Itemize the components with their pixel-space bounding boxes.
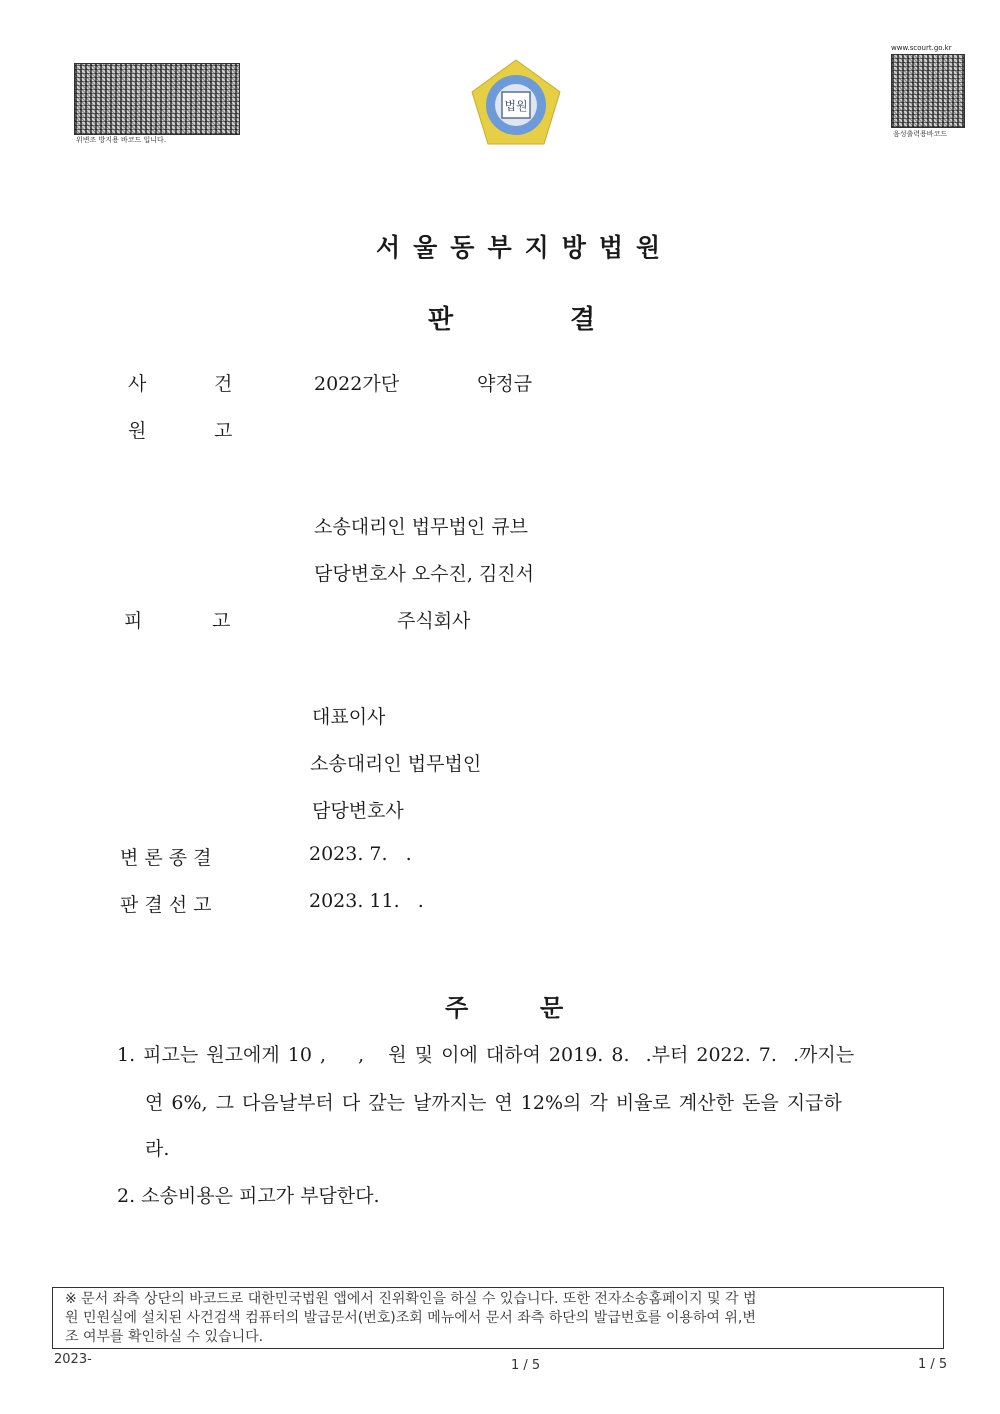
plaintiff-attorney: 소송대리인 법무법인 큐브	[314, 516, 528, 538]
plaintiff-label-b: 고	[214, 420, 233, 442]
verification-notice	[52, 1287, 944, 1349]
authenticity-barcode-caption: 위변조 방지용 바코드 입니다.	[76, 136, 167, 144]
defendant-name: 주식회사	[397, 610, 471, 632]
issue-number: 2023-	[54, 1352, 92, 1367]
court-emblem-icon	[468, 58, 564, 148]
scourt-url: www.scourt.go.kr	[891, 44, 952, 52]
defendant-attorney: 소송대리인 법무법인	[310, 753, 482, 775]
voice-output-barcode-caption: 음성출력용바코드	[893, 130, 948, 138]
defendant-label-b: 고	[212, 610, 231, 632]
plaintiff-lawyers: 담당변호사 오수진, 김진서	[314, 563, 535, 585]
emblem-text: 법원	[504, 99, 528, 113]
defendant-lawyers: 담당변호사	[312, 800, 404, 822]
verification-notice-line-2: 원 민원실에 설치된 사건검색 컴퓨터의 발급문서(번호)조회 메뉴에서 문서 좌측 하단의 발급번호를 이용하여 위,변	[65, 1310, 756, 1326]
defendant-representative: 대표이사	[312, 706, 386, 728]
plaintiff-label-a: 원	[128, 420, 147, 442]
case-label-b: 건	[214, 373, 233, 395]
defendant-label-a: 피	[124, 610, 143, 632]
order-item-2: 2. 소송비용은 피고가 부담한다.	[117, 1185, 380, 1207]
voice-output-barcode	[891, 54, 965, 128]
case-subject: 약정금	[477, 373, 533, 395]
case-label-a: 사	[128, 373, 147, 395]
page-number-right: 1 / 5	[918, 1357, 948, 1372]
verification-notice-line-1: ※ 문서 좌측 상단의 바코드로 대한민국법원 앱에서 진위확인을 하실 수 있습니다. 또한 전자소송홈페이지 및 각 법	[65, 1291, 757, 1307]
authenticity-barcode	[74, 63, 240, 135]
doc-title-second: 결	[570, 305, 596, 335]
order-title-a: 주	[445, 993, 469, 1022]
order-item-1-line-3: 라.	[145, 1138, 170, 1160]
hearing-end-date: 2023. 7. .	[309, 843, 412, 865]
order-title-b: 문	[540, 993, 564, 1022]
case-number: 2022가단	[314, 373, 400, 395]
hearing-end-label: 변 론 종 결	[120, 847, 212, 869]
page-number-center: 1 / 5	[511, 1358, 541, 1373]
judgment-date: 2023. 11. .	[309, 890, 424, 912]
judgment-date-label: 판 결 선 고	[120, 894, 212, 916]
order-item-1-line-2: 연 6%, 그 다음날부터 다 갚는 날까지는 연 12%의 각 비율로 계산한 돈을 지급하	[145, 1092, 842, 1114]
order-item-1-line-1: 1. 피고는 원고에게 10 , , 원 및 이에 대하여 2019. 8. .부터 2022. 7. .까지는	[117, 1044, 855, 1066]
doc-title-first: 판	[428, 305, 454, 335]
court-name: 서울동부지방법원	[376, 233, 674, 262]
verification-notice-line-3: 조 여부를 확인하실 수 있습니다.	[65, 1329, 264, 1345]
